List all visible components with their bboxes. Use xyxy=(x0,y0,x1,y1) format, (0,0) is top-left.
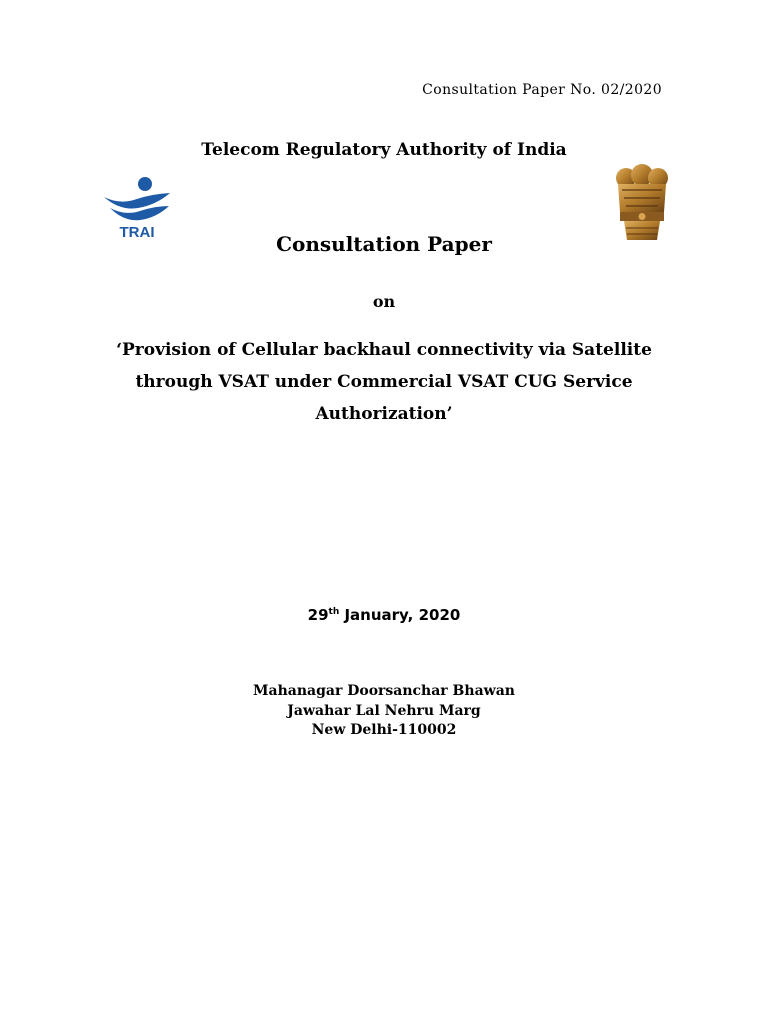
address-line: Jawahar Lal Nehru Marg xyxy=(287,702,481,719)
publication-date xyxy=(0,606,768,624)
date-day-suffix: th xyxy=(328,607,340,617)
subject-line: Authorization’ xyxy=(315,404,453,424)
on-connector: on xyxy=(372,292,396,311)
subject-line: ‘Provision of Cellular backhaul connectivity via Satellite xyxy=(116,340,652,360)
address-line: New Delhi-110002 xyxy=(311,722,457,738)
subject-line: through VSAT under Commercial VSAT CUG Service xyxy=(135,372,633,392)
date-month-year: January, 2020 xyxy=(339,606,461,624)
trai-logo-text: TRAI xyxy=(119,224,155,239)
trai-logo-icon xyxy=(100,175,174,239)
address-block xyxy=(0,682,768,741)
address-line: Mahanagar Doorsanchar Bhawan xyxy=(253,683,515,699)
paper-number: Consultation Paper No. 02/2020 xyxy=(422,82,662,98)
subject-title xyxy=(100,334,668,430)
document-type-heading: Consultation Paper xyxy=(276,232,492,256)
date-day: 29 xyxy=(307,606,329,624)
organization-title: Telecom Regulatory Authority of India xyxy=(201,140,567,160)
